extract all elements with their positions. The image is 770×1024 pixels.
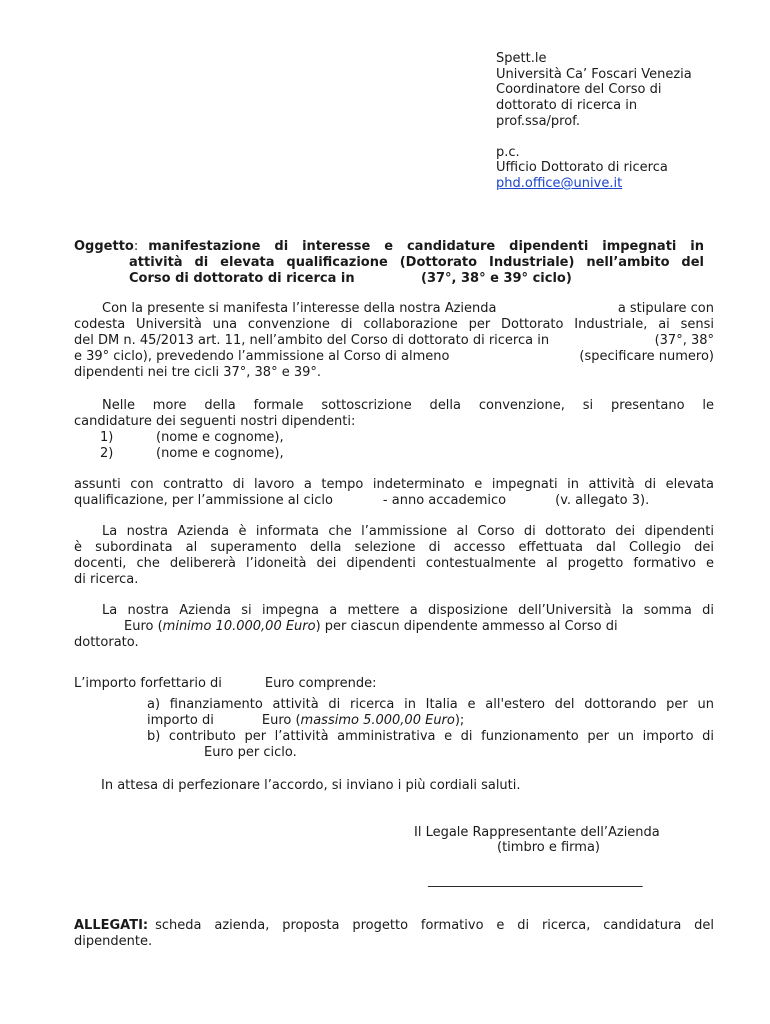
closing-line: In attesa di perfezionare l’accordo, si inviano i più cordiali saluti.	[101, 778, 521, 793]
signature-line: _________________________________	[428, 873, 643, 888]
candidate-item-2	[74, 446, 714, 462]
item-a-line2d: );	[454, 713, 465, 728]
p5-line2c: ) per ciascun dipendente ammesso al Corso di	[315, 619, 618, 634]
subject-line-3a: Corso di dottorato di ricerca in	[129, 271, 355, 286]
cc-label: p.c.	[496, 145, 520, 160]
subject-line-2: attività di elevata qualificazione (Dottorato Industriale) nell’ambito del	[129, 255, 704, 270]
recipient-course: dottorato di ricerca in	[496, 98, 638, 113]
item-b-line1: b) contributo per l’attività amministrativa e di funzionamento per un importo di	[147, 729, 714, 744]
p2-line1: Nelle more della formale sottoscrizione della convenzione, si presentano le	[102, 398, 714, 413]
subject-line-3b: (37°, 38° e 39° ciclo)	[421, 271, 572, 286]
item-a-line2c: massimo 5.000,00 Euro	[300, 713, 455, 728]
p3-line2b: - anno accademico	[382, 493, 507, 508]
p1-line5: dipendenti nei tre cicli 37°, 38° e 39°.	[74, 365, 321, 380]
email-link-text[interactable]: phd.office@unive.it	[496, 176, 623, 191]
recipient-salutation: Spett.le	[496, 51, 547, 66]
subject-line-1: manifestazione di interesse e candidature dipendenti impegnati in	[148, 239, 704, 254]
candidate-item-1	[74, 430, 714, 446]
p6-line1a: L’importo forfettario di	[74, 676, 222, 691]
paragraph-candidates	[74, 398, 714, 462]
signature-note: (timbro e firma)	[497, 840, 600, 855]
p2-line2: candidature dei seguenti nostri dipendenti:	[74, 414, 356, 429]
p3-line2a: qualificazione, per l’ammissione al ciclo	[74, 493, 333, 508]
p4-line1: La nostra Azienda è informata che l’ammissione al Corso di dottorato dei dipendenti	[102, 524, 714, 539]
attachments-block	[74, 918, 714, 950]
p4-line4: di ricerca.	[74, 572, 139, 587]
p5-line2b: minimo 10.000,00 Euro	[162, 619, 316, 634]
p6-line1b: Euro comprende:	[264, 676, 377, 691]
item-a-line2a: importo di	[147, 713, 214, 728]
attachments-label: ALLEGATI:	[74, 918, 149, 933]
recipient-university: Università Ca’ Foscari Venezia	[496, 67, 692, 82]
cost-breakdown-list	[147, 697, 714, 761]
candidate-item-2-text: (nome e cognome),	[156, 446, 284, 461]
p3-line2c: (v. allegato 3).	[555, 493, 650, 508]
item-a-line2-euro	[262, 713, 464, 729]
p1-line1b: a stipulare con	[617, 301, 714, 316]
candidate-item-2-num: 2)	[100, 446, 114, 461]
p1-line2: codesta Università una convenzione di collaborazione per Dottorato Industriale, ai sensi	[74, 317, 714, 332]
p1-line4b: (specificare numero)	[579, 349, 714, 364]
p5-line3: dottorato.	[74, 635, 139, 650]
item-a-line2b: Euro (	[261, 713, 301, 728]
paragraph-admission	[74, 524, 714, 588]
subject-label: Oggetto	[74, 239, 134, 254]
recipient-professor: prof.ssa/prof.	[496, 114, 580, 129]
attachments-line2: dipendente.	[74, 934, 153, 949]
candidate-item-1-num: 1)	[100, 430, 114, 445]
p1-line1a: Con la presente si manifesta l’interesse della nostra Azienda	[102, 301, 497, 316]
p1-line3b: (37°, 38°	[654, 333, 714, 348]
p5-line2a: Euro (	[124, 619, 163, 634]
p4-line3: docenti, che delibererà l’idoneità dei dipendenti contestualmente al progetto formativo e	[74, 556, 714, 571]
item-a-line2	[147, 713, 714, 729]
p5-line1: La nostra Azienda si impegna a mettere a disposizione dell’Università la somma di	[102, 603, 714, 618]
item-a-line1: a) finanziamento attività di ricerca in Italia e all'estero del dottorando per un	[147, 697, 714, 712]
recipient-role: Coordinatore del Corso di	[496, 82, 662, 97]
signature-title: Il Legale Rappresentante dell’Azienda	[414, 825, 660, 840]
paragraph-funding	[74, 603, 714, 651]
cc-email-link[interactable]	[496, 176, 622, 192]
p3-line1: assunti con contratto di lavoro a tempo indeterminato e impegnati in attività di elevata	[74, 477, 714, 492]
paragraph-interest	[74, 301, 714, 381]
p1-line4a: e 39° ciclo), prevedendo l’ammissione al Corso di almeno	[74, 349, 450, 364]
subject-label-wrap: Oggetto:	[74, 239, 139, 254]
p4-line2: è subordinata al superamento della selezione di accesso effettuata dal Collegio dei	[74, 540, 714, 555]
paragraph-employment	[74, 477, 714, 509]
cc-office: Ufficio Dottorato di ricerca	[496, 160, 668, 175]
p5-line2-left	[124, 619, 618, 635]
item-b-line2: Euro per ciclo.	[204, 745, 297, 760]
p1-line3a: del DM n. 45/2013 art. 11, nell’ambito del Corso di dottorato di ricerca in	[74, 333, 550, 348]
p6-line1	[74, 676, 376, 692]
attachments-line1: scheda azienda, proposta progetto formativo e di ricerca, candidatura del	[155, 918, 714, 933]
candidate-item-1-text: (nome e cognome),	[156, 430, 284, 445]
